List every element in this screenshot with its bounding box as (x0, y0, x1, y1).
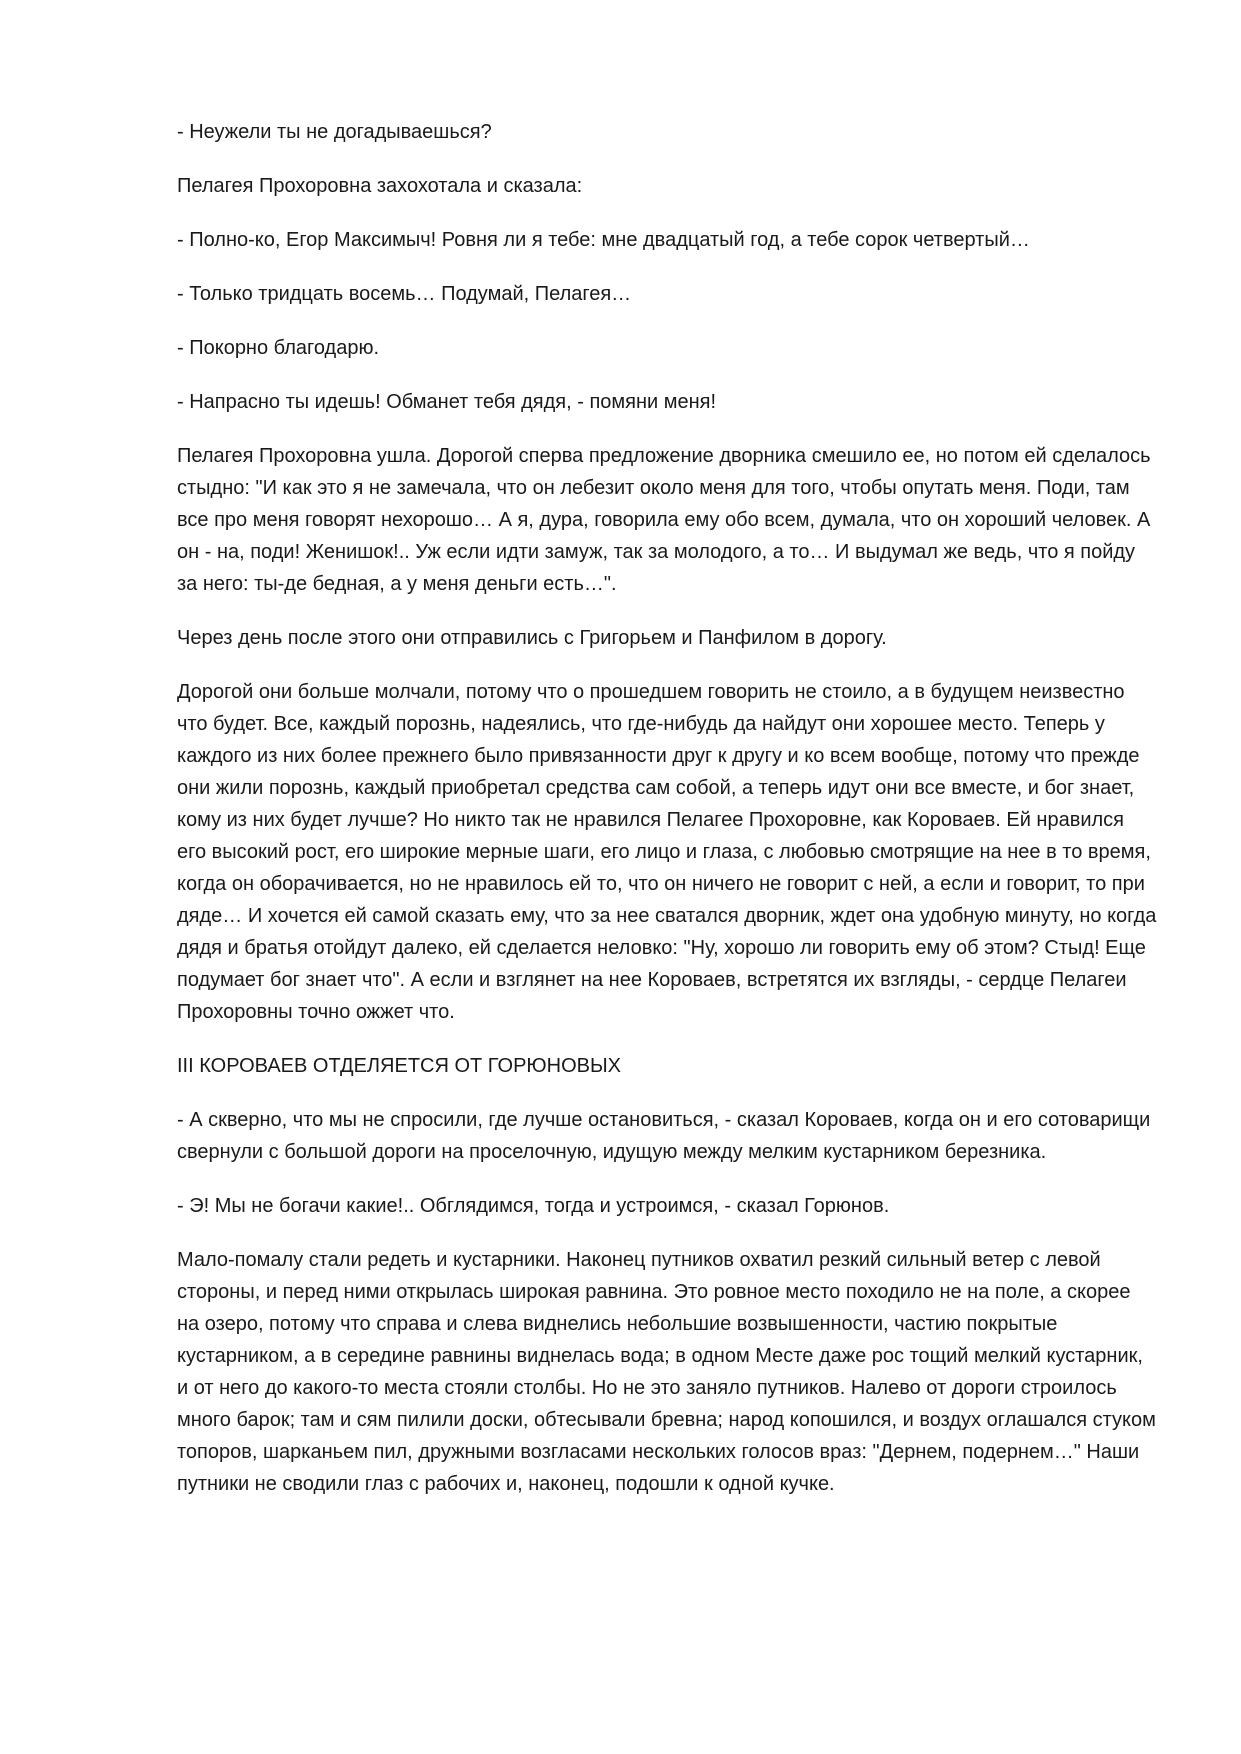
paragraph-polno-ko: - Полно-ко, Егор Максимыч! Ровня ли я тебе: мне двадцатый год, а тебе сорок четвертый… (177, 229, 1030, 251)
paragraph-tridtsat-vosem: - Только тридцать восемь… Подумай, Пелагея… (177, 283, 632, 305)
paragraph-malo-pomalu: Мало-помалу стали редеть и кустарники. Наконец путников охватил резкий сильный ветер с левой стороны, и перед ними открылась широкая равнина. Это ровное место походило не на поле, а скорее на озеро, потому что справа и слева виднелись небольшие возвышенности, частию покрытые кустарником, а в середине равнины виднелась вода; в одном Месте даже рос тощий мелкий кустарник, и от него до какого-то места стояли столбы. Но не это заняло путников. Налево от дороги строилось много барок; там и сям пилили доски, обтесывали бревна; народ копошился, и воздух оглашался стуком топоров, шарканьем пил, дружными возгласами нескольких голосов враз: "Дернем, подернем…" Наши путники не сводили глаз с рабочих и, наконец, подошли к одной кучке. (177, 1249, 1156, 1495)
paragraph-pokorno: - Покорно благодарю. (177, 337, 380, 359)
paragraph-pelageya-laughed: Пелагея Прохоровна захохотала и сказала: (177, 175, 583, 197)
paragraph-cherez-den: Через день после этого они отправились с Григорьем и Панфилом в дорогу. (177, 627, 887, 649)
paragraph-bogachi: - Э! Мы не богачи какие!.. Обглядимся, тогда и устроимся, - сказал Горюнов. (177, 1195, 890, 1217)
paragraph-question: - Неужели ты не догадываешься? (177, 121, 492, 143)
paragraph-naprasno: - Напрасно ты идешь! Обманет тебя дядя, - помяни меня! (177, 391, 717, 413)
paragraph-dorogoy: Дорогой они больше молчали, потому что о прошедшем говорить не стоило, а в будущем неизвестно что будет. Все, каждый порознь, надеялись, что где-нибудь да найдут они хорошее место. Теперь у каждого из них более прежнего было привязанности друг к другу и ко всем вообще, потому что прежде они жили порознь, каждый приобретал средства сам собой, а теперь идут они все вместе, и бог знает, кому из них будет лучше? Но никто так не нравился Пелагее Прохоровне, как Короваев. Ей нравился его высокий рост, его широкие мерные шаги, его лицо и глаза, с любовью смотрящие на нее в то время, когда он оборачивается, но не нравилось ей то, что он ничего не говорит с ней, а если и говорит, то при дяде… И хочется ей самой сказать ему, что за нее сватался дворник, ждет она удобную минуту, но когда дядя и братья отойдут далеко, ей сделается неловко: "Ну, хорошо ли говорить ему об этом? Стыд! Еще подумает бог знает что". А если и взглянет на нее Короваев, встретятся их взгляды, - сердце Пелагеи Прохоровны точно ожжет что. (177, 681, 1157, 1023)
paragraph-skverno: - А скверно, что мы не спросили, где лучше остановиться, - сказал Короваев, когда он и его сотоварищи свернули с большой дороги на проселочную, идущую между мелким кустарником березника. (177, 1109, 1151, 1163)
paragraph-pelageya-left: Пелагея Прохоровна ушла. Дорогой сперва предложение дворника смешило ее, но потом ей сделалось стыдно: "И как это я не замечала, что он лебезит около меня для того, чтобы опутать меня. Поди, там все про меня говорят нехорошо… А я, дура, говорила ему обо всем, думала, что он хороший человек. А он - на, поди! Женишок!.. Уж если идти замуж, так за молодого, а то… И выдумал же ведь, что я пойду за него: ты-де бедная, а у меня деньги есть…". (177, 445, 1151, 595)
document-page (177, 116, 1157, 1522)
chapter-heading: III КОРОВАЕВ ОТДЕЛЯЕТСЯ ОТ ГОРЮНОВЫХ (177, 1055, 622, 1077)
